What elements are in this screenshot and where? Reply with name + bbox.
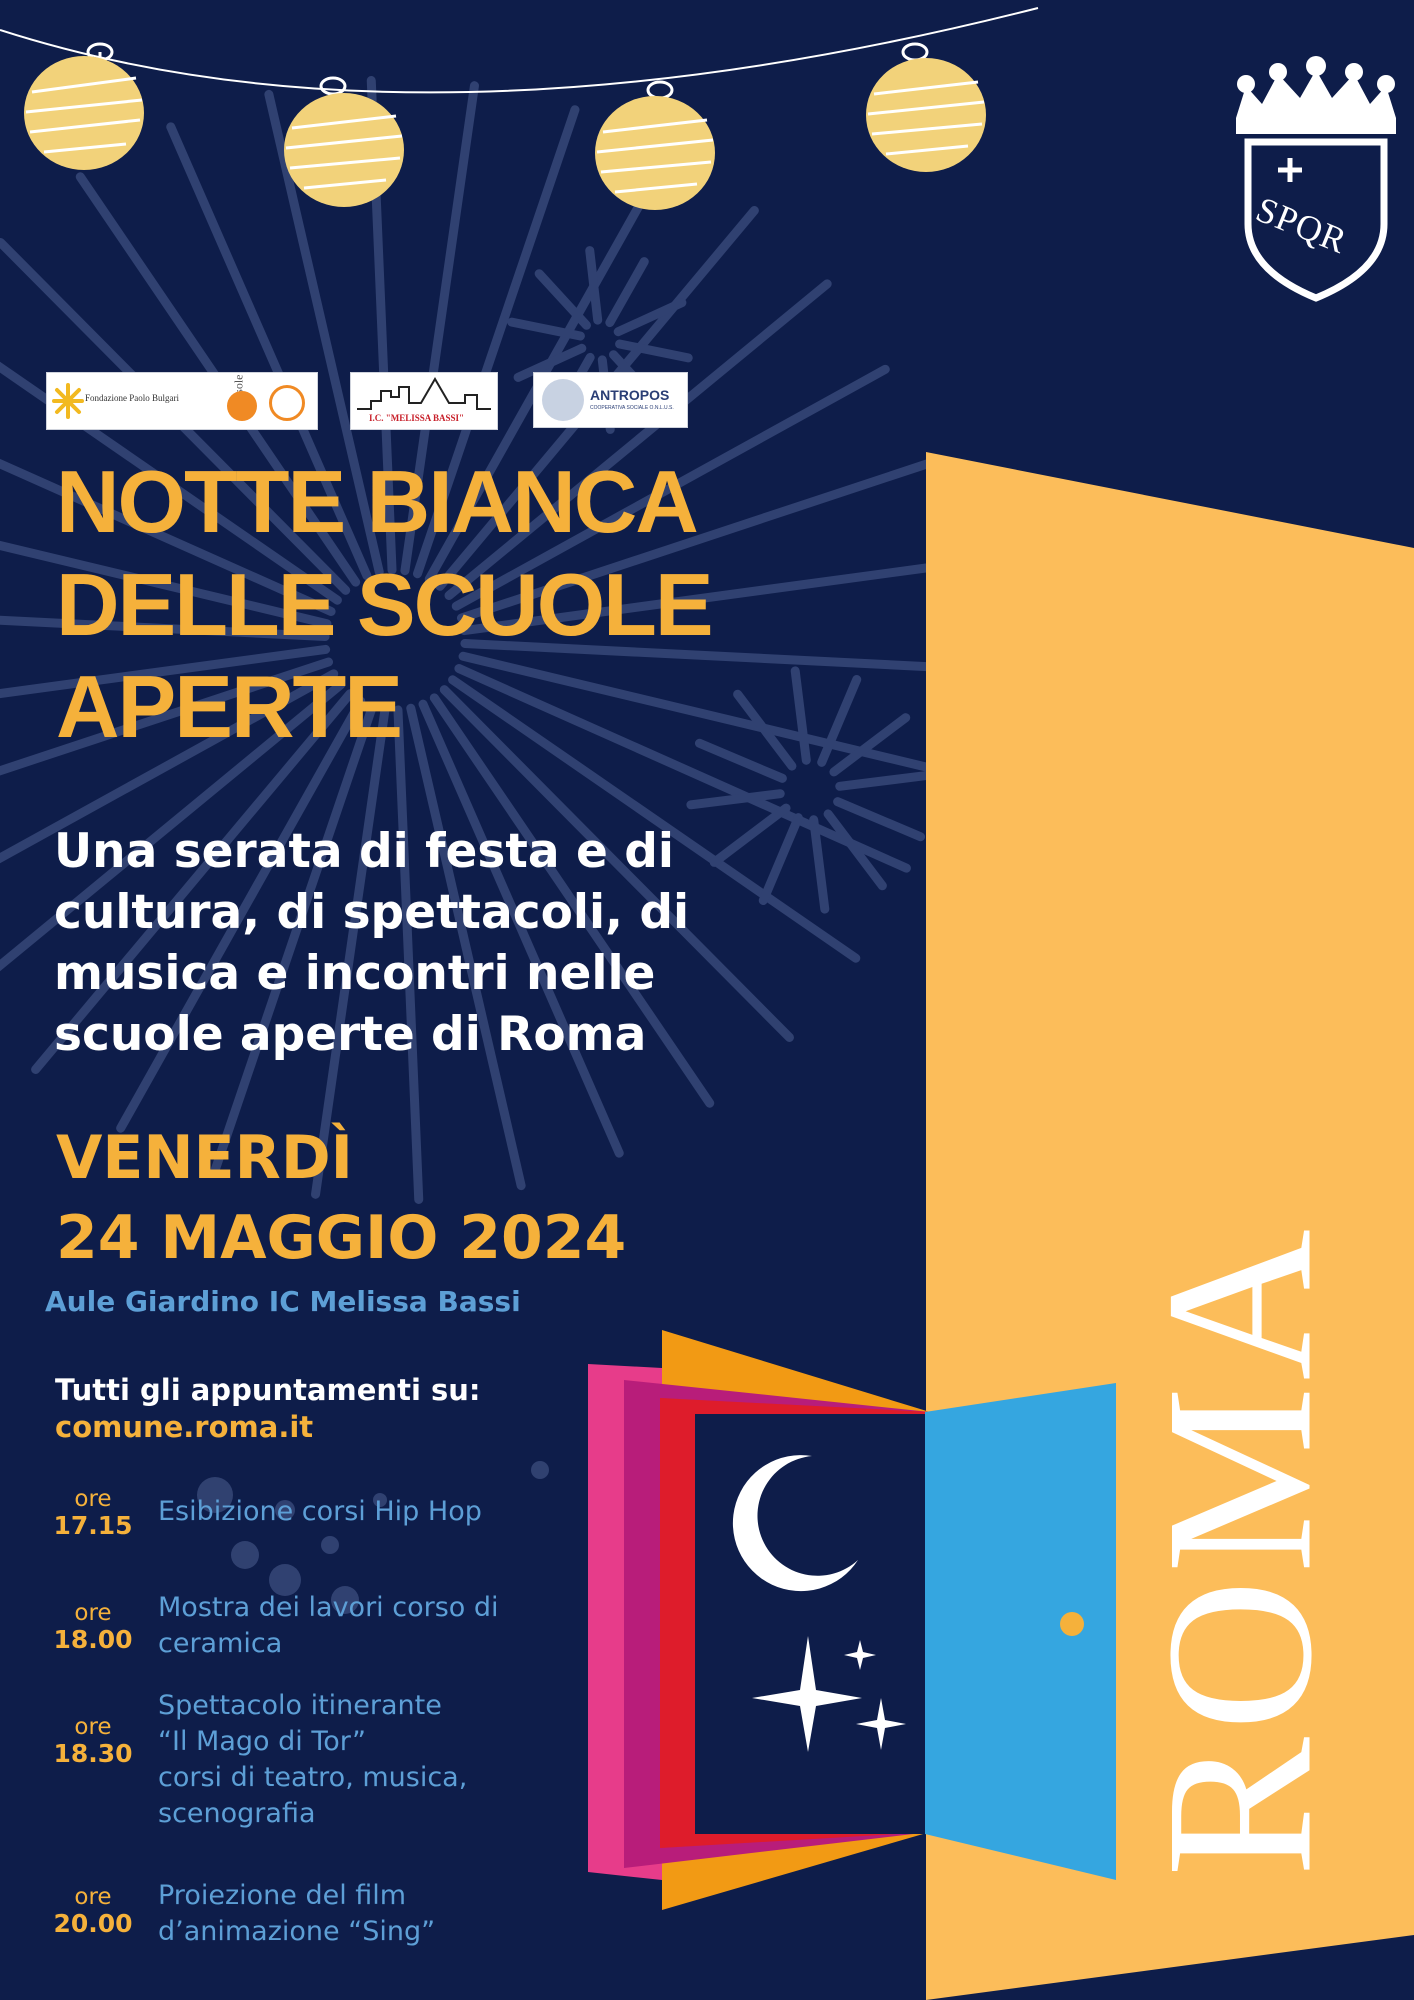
people-icon — [542, 379, 584, 421]
firework-ray — [714, 808, 786, 862]
firework-ray — [840, 775, 929, 786]
side-text-roma: ROMA — [1123, 1222, 1356, 1878]
firework-ray — [539, 274, 586, 326]
firework-ray — [699, 743, 782, 778]
partner-logo-fondazione — [46, 372, 318, 430]
crest-text: SPQR — [1250, 188, 1353, 262]
event-date: 24 MAGGIO 2024 — [56, 1203, 627, 1273]
schedule-line: “Il Mago di Tor” — [158, 1726, 366, 1757]
paper-lantern-icon — [866, 44, 986, 172]
logo-caption: COOPERATIVA SOCIALE O.N.L.U.S. — [590, 405, 674, 411]
firework-ray — [795, 671, 806, 760]
schedule-line: d’animazione “Sing” — [158, 1916, 436, 1947]
paper-lantern-icon — [284, 78, 404, 207]
title-line-2: DELLE SCUOLE — [56, 555, 712, 654]
logo-caption: Fondazione Paolo Bulgari — [85, 393, 179, 403]
schedule-time: 20.00 — [53, 1909, 133, 1938]
info-link[interactable]: comune.roma.it — [55, 1410, 314, 1444]
roma-crest-icon — [1236, 56, 1396, 298]
subtitle-line-3: musica e incontri nelle — [54, 946, 656, 1001]
title-line-1: NOTTE BIANCA — [56, 452, 697, 551]
schedule-description — [158, 1590, 499, 1662]
paper-lantern-icon — [595, 82, 715, 210]
schedule-time: 17.15 — [53, 1511, 133, 1540]
firework-ray — [763, 818, 798, 901]
skyline-icon — [351, 373, 497, 413]
logo-orange-ring — [269, 385, 305, 421]
schedule-ore: ore — [74, 1600, 112, 1626]
firework-ray — [590, 251, 598, 321]
schedule-ore: ore — [74, 1884, 112, 1910]
firework-ray — [618, 303, 682, 332]
sunburst-icon — [51, 381, 85, 421]
event-venue: Aule Giardino IC Melissa Bassi — [45, 1285, 521, 1318]
schedule-ore: ore — [74, 1714, 112, 1740]
subtitle-line-4: scuole aperte di Roma — [54, 1007, 647, 1062]
schedule-line: Mostra dei lavori corso di — [158, 1592, 499, 1623]
schedule-description — [158, 1878, 435, 1950]
schedule-ore: ore — [74, 1486, 112, 1512]
partner-logo-antropos — [533, 372, 688, 428]
schedule-line: Spettacolo itinerante — [158, 1690, 442, 1721]
schedule-line: Esibizione corsi Hip Hop — [158, 1496, 482, 1527]
logo-orange-dot — [227, 391, 257, 421]
open-door-night-icon — [588, 1330, 1116, 1910]
schedule-line: scenografia — [158, 1798, 316, 1829]
firework-ray — [838, 802, 921, 837]
logo-caption: I.C. "MELISSA BASSI" — [369, 413, 465, 423]
schedule-line: Proiezione del film — [158, 1880, 407, 1911]
title-line-3: APERTE — [56, 657, 401, 756]
schedule-description — [158, 1494, 482, 1530]
firework-ray — [610, 262, 644, 323]
partner-logo-melissa-bassi — [350, 372, 498, 430]
info-label: Tutti gli appuntamenti su: — [55, 1373, 481, 1407]
schedule-line: ceramica — [158, 1628, 283, 1659]
subtitle-line-2: cultura, di spettacoli, di — [54, 885, 690, 940]
schedule-time: 18.30 — [53, 1739, 133, 1768]
logo-name: ANTROPOS — [590, 387, 670, 403]
subtitle-line-1: Una serata di festa e di — [54, 824, 674, 879]
event-day: VENERDÌ — [56, 1123, 353, 1193]
schedule-description — [158, 1688, 467, 1832]
schedule-time: 18.00 — [53, 1625, 133, 1654]
schedule-line: corsi di teatro, musica, — [158, 1762, 468, 1793]
firework-ray — [463, 656, 940, 770]
